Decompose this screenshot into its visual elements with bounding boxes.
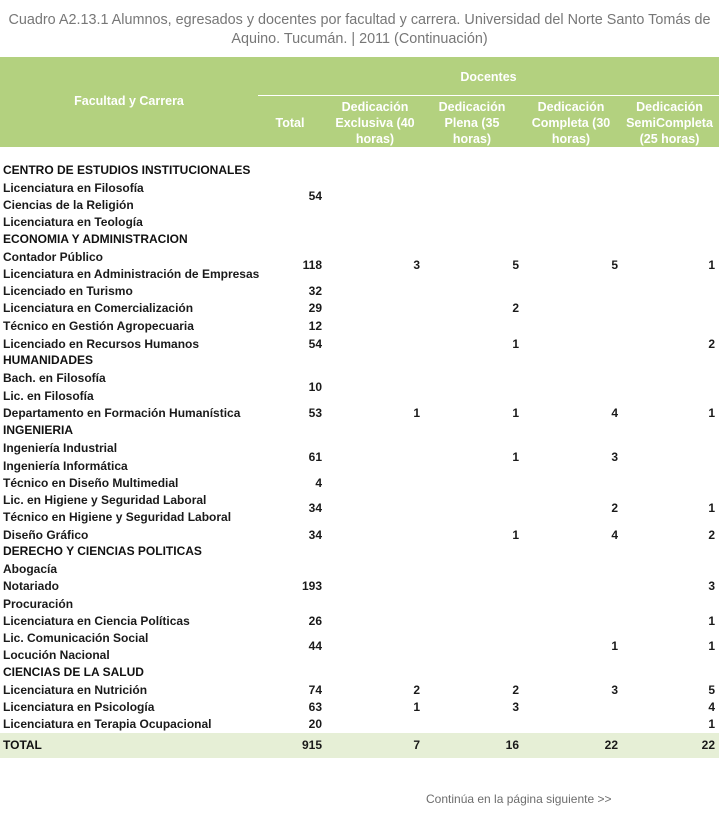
row-label: CIENCIAS DE LA SALUD: [3, 665, 144, 679]
row-label: Bach. en Filosofía: [3, 371, 106, 385]
cell-semicompleta: 1: [708, 406, 715, 420]
cell-plena: 1: [512, 406, 519, 420]
row-label: Licenciatura en Nutrición: [3, 683, 148, 697]
row-label: Departamento en Formación Humanística: [3, 406, 241, 420]
row-label: Licenciatura en Comercialización: [3, 301, 194, 315]
value-row: [0, 318, 719, 335]
cell-completa: 5: [611, 258, 618, 272]
row-label: Licenciatura en Ciencia Políticas: [3, 614, 190, 628]
cell-semicompleta: 4: [708, 700, 715, 714]
cell-plena: 3: [512, 700, 519, 714]
row-label: Licenciatura en Administración de Empresas: [3, 267, 260, 281]
cell-exclusiva: 3: [413, 258, 420, 272]
cell-total: 44: [308, 639, 322, 653]
table-row: [0, 561, 719, 578]
cell-semicompleta: 2: [708, 337, 715, 351]
header-col-plena: Dedicación Plena (35 horas): [438, 100, 506, 146]
cell-total: 34: [308, 528, 322, 542]
total-cell-completa: 22: [604, 738, 618, 752]
value-row: [0, 405, 719, 422]
row-label: Técnico en Higiene y Seguridad Laboral: [3, 510, 232, 524]
row-label: Ingeniería Informática: [3, 459, 128, 473]
row-label: INGENIERIA: [3, 423, 74, 437]
cell-semicompleta: 1: [708, 717, 715, 731]
row-label: Ingeniería Industrial: [3, 441, 118, 455]
cell-total: 20: [308, 717, 322, 731]
cell-plena: 5: [512, 258, 519, 272]
row-label: Lic. en Higiene y Seguridad Laboral: [3, 493, 207, 507]
header-divider: [258, 95, 719, 96]
cell-total: 61: [308, 450, 322, 464]
section-row: [0, 352, 719, 369]
cell-plena: 1: [512, 337, 519, 351]
value-row: [0, 527, 719, 544]
row-label: Licenciado en Turismo: [3, 284, 133, 298]
cell-total: 10: [308, 380, 322, 394]
section-row: [0, 422, 719, 439]
cell-total: 26: [308, 614, 322, 628]
cell-completa: 4: [611, 406, 618, 420]
section-row: [0, 231, 719, 248]
cell-plena: 1: [512, 528, 519, 542]
cell-completa: 1: [611, 639, 618, 653]
cell-plena: 2: [512, 683, 519, 697]
row-label: Lic. Comunicación Social: [3, 631, 149, 645]
cell-semicompleta: 1: [708, 614, 715, 628]
header-col-semicompleta: Dedicación SemiCompleta (25 horas): [626, 100, 713, 146]
section-row: [0, 664, 719, 681]
cell-total: 54: [308, 337, 322, 351]
table-row: [0, 596, 719, 613]
row-label: Locución Nacional: [3, 648, 110, 662]
table-title: Cuadro A2.13.1 Alumnos, egresados y docentes por facultad y carrera. Universidad del Norte Santo Tomás de Aquino. Tucumán. | 2011 (Continuación): [8, 12, 711, 47]
row-label: CENTRO DE ESTUDIOS INSTITUCIONALES: [3, 163, 251, 177]
cell-total: 53: [308, 406, 322, 420]
header-col-total: Total: [275, 116, 305, 130]
total-row: [0, 733, 719, 758]
value-row: [0, 379, 719, 396]
row-label: Procuración: [3, 597, 74, 611]
row-label: Licenciado en Recursos Humanos: [3, 337, 200, 351]
row-label: Lic. en Filosofía: [3, 389, 94, 403]
row-label: Notariado: [3, 579, 60, 593]
value-row: [0, 475, 719, 492]
cell-plena: 1: [512, 450, 519, 464]
value-row: [0, 638, 719, 655]
cell-semicompleta: 2: [708, 528, 715, 542]
value-row: [0, 336, 719, 353]
cell-total: 193: [301, 579, 322, 593]
total-cell-plena: 16: [505, 738, 519, 752]
row-label: Licenciatura en Teología: [3, 215, 143, 229]
row-label: Licenciatura en Filosofía: [3, 181, 144, 195]
cell-total: 32: [308, 284, 322, 298]
cell-semicompleta: 1: [708, 258, 715, 272]
header-facultad-carrera: Facultad y Carrera: [74, 94, 184, 108]
row-label: Diseño Gráfico: [3, 528, 89, 542]
cell-semicompleta: 3: [708, 579, 715, 593]
value-row: [0, 716, 719, 733]
row-label: Técnico en Diseño Multimedial: [3, 476, 179, 490]
row-label: Técnico en Gestión Agropecuaria: [3, 319, 194, 333]
header-col-exclusiva: Dedicación Exclusiva (40 horas): [335, 100, 415, 146]
cell-plena: 2: [512, 301, 519, 315]
cell-total: 4: [315, 476, 322, 490]
cell-semicompleta: 1: [708, 501, 715, 515]
cell-completa: 3: [611, 450, 618, 464]
table-row: [0, 214, 719, 231]
cell-semicompleta: 5: [708, 683, 715, 697]
cell-total: 118: [302, 258, 322, 272]
cell-total: 34: [308, 501, 322, 515]
cell-exclusiva: 1: [413, 700, 420, 714]
cell-total: 63: [308, 700, 322, 714]
cell-total: 74: [308, 683, 322, 697]
row-label: Licenciatura en Psicología: [3, 700, 155, 714]
cell-completa: 4: [611, 528, 618, 542]
value-row: [0, 578, 719, 595]
cell-exclusiva: 2: [413, 683, 420, 697]
section-row: [0, 162, 719, 179]
row-label: DERECHO Y CIENCIAS POLITICAS: [3, 544, 202, 558]
section-row: [0, 543, 719, 560]
value-row: [0, 257, 719, 274]
value-row: [0, 613, 719, 630]
header-docentes: Docentes: [460, 70, 517, 84]
value-row: [0, 283, 719, 300]
row-label: Abogacía: [3, 562, 58, 576]
total-label: TOTAL: [3, 738, 42, 752]
total-cell-total: 915: [301, 738, 322, 752]
cell-total: 12: [308, 319, 322, 333]
cell-semicompleta: 1: [708, 639, 715, 653]
row-label: ECONOMIA Y ADMINISTRACION: [3, 232, 188, 246]
value-row: [0, 188, 719, 205]
cell-total: 54: [308, 189, 322, 203]
row-label: HUMANIDADES: [3, 353, 93, 367]
value-row: [0, 449, 719, 466]
value-row: [0, 500, 719, 517]
cell-completa: 2: [611, 501, 618, 515]
cell-total: 29: [308, 301, 322, 315]
table-header: [0, 57, 719, 147]
value-row: [0, 682, 719, 699]
total-cell-semicompleta: 22: [701, 738, 715, 752]
total-cell-exclusiva: 7: [413, 738, 420, 752]
row-label: Licenciatura en Terapia Ocupacional: [3, 717, 212, 731]
value-row: [0, 300, 719, 317]
value-row: [0, 699, 719, 716]
header-col-completa: Dedicación Completa (30 horas): [531, 100, 611, 146]
row-label: Contador Público: [3, 250, 103, 264]
cell-completa: 3: [611, 683, 618, 697]
continue-next-page-note: Continúa en la página siguiente >>: [426, 792, 612, 806]
cell-exclusiva: 1: [413, 406, 420, 420]
row-label: Ciencias de la Religión: [3, 198, 134, 212]
